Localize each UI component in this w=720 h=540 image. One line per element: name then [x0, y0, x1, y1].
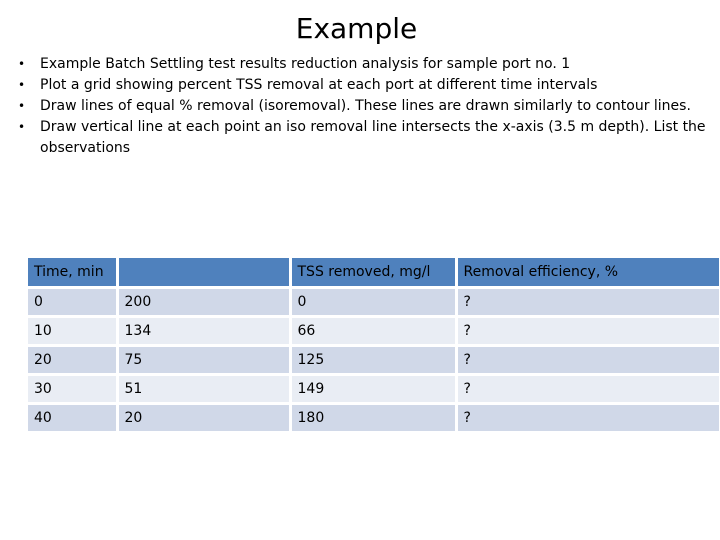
table-cell: 200	[117, 288, 290, 317]
table-cell: ?	[456, 288, 719, 317]
bullet-dot-icon: •	[18, 57, 26, 71]
header-tss-removed: TSS removed, mg/l	[290, 258, 456, 288]
table-cell: 149	[290, 375, 456, 404]
header-blank	[117, 258, 290, 288]
table-cell: 125	[290, 346, 456, 375]
table-cell: 40	[28, 404, 117, 433]
table-cell: 51	[117, 375, 290, 404]
bullet-text: Plot a grid showing percent TSS removal at each port at different time intervals	[40, 77, 598, 93]
table-cell: ?	[456, 346, 719, 375]
table-cell: 75	[117, 346, 290, 375]
table-cell: 20	[28, 346, 117, 375]
table-row	[28, 375, 719, 404]
bullet-text: Example Batch Settling test results reduction analysis for sample port no. 1	[40, 56, 571, 72]
bullet-dot-icon: •	[18, 120, 26, 134]
table-cell: ?	[456, 317, 719, 346]
slide-title: Example	[295, 12, 418, 45]
table-cell: ?	[456, 375, 719, 404]
table-row	[28, 346, 719, 375]
bullet-item	[18, 96, 718, 117]
table-row	[28, 317, 719, 346]
bullet-text: Draw lines of equal % removal (isoremoval). These lines are drawn similarly to contour lines.	[40, 98, 691, 114]
header-time: Time, min	[28, 258, 117, 288]
table-row	[28, 288, 719, 317]
table-cell: 180	[290, 404, 456, 433]
bullet-list	[18, 54, 718, 159]
bullet-dot-icon: •	[18, 78, 26, 92]
bullet-item	[18, 54, 718, 75]
table-row	[28, 404, 719, 433]
table-cell: 0	[290, 288, 456, 317]
header-removal-efficiency: Removal efficiency, %	[456, 258, 719, 288]
table-cell: 66	[290, 317, 456, 346]
bullet-dot-icon: •	[18, 99, 26, 113]
bullet-item	[18, 75, 718, 96]
table-cell: 30	[28, 375, 117, 404]
table-cell: 0	[28, 288, 117, 317]
bullet-text: Draw vertical line at each point an iso removal line intersects the x-axis (3.5 m depth). List the observations	[40, 119, 706, 156]
table-cell: 20	[117, 404, 290, 433]
table-cell: 134	[117, 317, 290, 346]
table-cell: ?	[456, 404, 719, 433]
table-cell: 10	[28, 317, 117, 346]
bullet-item	[18, 117, 718, 159]
settling-results-table	[28, 258, 719, 434]
table-header-row	[28, 258, 719, 288]
